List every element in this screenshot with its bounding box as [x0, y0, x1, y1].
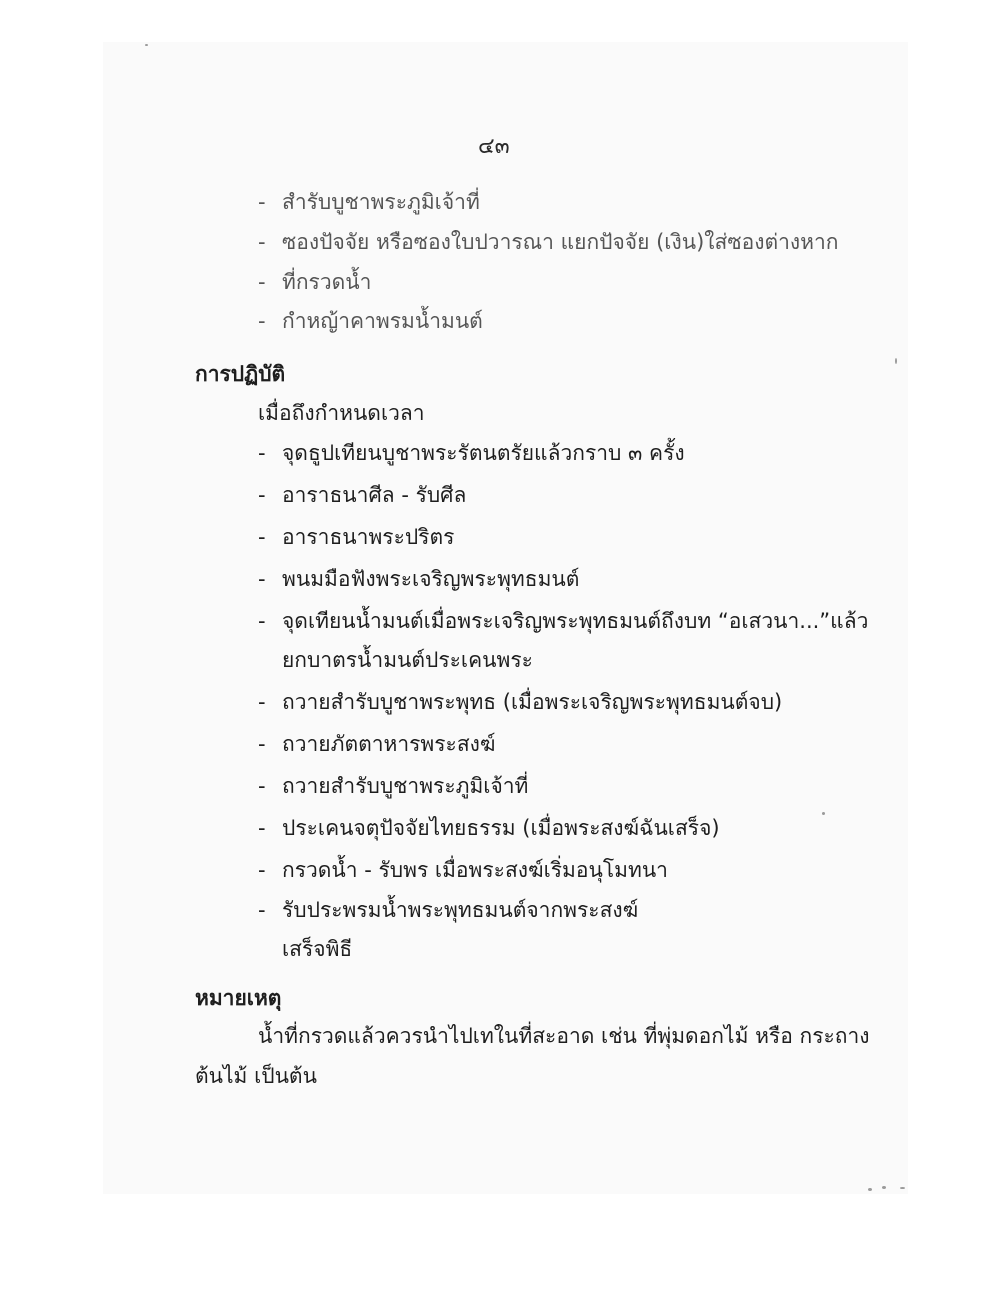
list-item [258, 896, 638, 924]
remark-line: น้ำที่กรวดแล้วควรนำไปเทในที่สะอาด เช่น ที่พุ่มดอกไม้ หรือ กระถาง [258, 1024, 870, 1048]
list-item-text: ถวายสำรับบูชาพระภูมิเจ้าที่ [282, 774, 529, 798]
list-item-text: ถวายสำรับบูชาพระพุทธ (เมื่อพระเจริญพระพุทธมนต์จบ) [282, 690, 783, 714]
remark-heading: หมายเหตุ [195, 986, 282, 1010]
scan-speck [900, 1187, 905, 1189]
bullet-dash: - [258, 230, 266, 254]
bullet-dash: - [258, 567, 266, 591]
list-item-text: กรวดน้ำ - รับพร เมื่อพระสงฆ์เริ่มอนุโมทนา [282, 858, 668, 882]
practice-intro: เมื่อถึงกำหนดเวลา [258, 401, 425, 425]
scan-speck [822, 812, 825, 815]
remark-line: ต้นไม้ เป็นต้น [195, 1064, 317, 1088]
list-item [258, 523, 454, 551]
bullet-dash: - [258, 858, 266, 882]
list-item-text: พนมมือฟังพระเจริญพระพุทธมนต์ [282, 567, 580, 591]
list-item-text: รับประพรมน้ำพระพุทธมนต์จากพระสงฆ์ [282, 898, 639, 922]
bullet-dash: - [258, 774, 266, 798]
list-item [258, 307, 483, 335]
bullet-dash: - [258, 690, 266, 714]
list-item [258, 565, 579, 593]
list-item [258, 268, 371, 296]
list-item-text: ที่กรวดน้ำ [282, 270, 372, 294]
bullet-dash: - [258, 816, 266, 840]
page-number: ๔๓ [478, 134, 510, 159]
list-item-text: ถวายภัตตาหารพระสงฆ์ [282, 732, 496, 756]
bullet-dash: - [258, 732, 266, 756]
list-item [258, 607, 868, 635]
bullet-dash: - [258, 898, 266, 922]
scan-speck [895, 358, 897, 364]
list-item [258, 730, 496, 758]
list-item [258, 814, 720, 842]
list-item-text: ซองปัจจัย หรือซองใบปวารณา แยกปัจจัย (เงิน)ใส่ซองต่างหาก [282, 230, 839, 254]
list-item-text: จุดเทียนน้ำมนต์เมื่อพระเจริญพระพุทธมนต์ถึงบท “อเสวนา...”แล้ว [282, 609, 869, 633]
list-item-continuation: ยกบาตรน้ำมนต์ประเคนพระ [282, 648, 533, 672]
list-item [258, 481, 466, 509]
list-item [258, 688, 782, 716]
scan-speck [145, 44, 148, 46]
list-item-text: กำหญ้าคาพรมน้ำมนต์ [282, 309, 483, 333]
list-item-text: อาราธนาศีล - รับศีล [282, 483, 467, 507]
list-item-text: ประเคนจตุปัจจัยไทยธรรม (เมื่อพระสงฆ์ฉันเสร็จ) [282, 816, 720, 840]
list-item [258, 188, 480, 216]
bullet-dash: - [258, 609, 266, 633]
bullet-dash: - [258, 309, 266, 333]
bullet-dash: - [258, 483, 266, 507]
scan-speck [868, 1188, 872, 1191]
bullet-dash: - [258, 190, 266, 214]
bullet-dash: - [258, 270, 266, 294]
list-item [258, 228, 839, 256]
list-item-text: จุดธูปเทียนบูชาพระรัตนตรัยแล้วกราบ ๓ ครั้ง [282, 441, 685, 465]
bullet-dash: - [258, 441, 266, 465]
list-item [258, 772, 528, 800]
ceremony-end: เสร็จพิธี [282, 937, 353, 961]
list-item [258, 439, 685, 467]
list-item-text: สำรับบูชาพระภูมิเจ้าที่ [282, 190, 480, 214]
list-item-text: อาราธนาพระปริตร [282, 525, 455, 549]
practice-heading: การปฏิบัติ [195, 362, 286, 386]
bullet-dash: - [258, 525, 266, 549]
list-item [258, 856, 668, 884]
scan-speck [882, 1186, 886, 1189]
